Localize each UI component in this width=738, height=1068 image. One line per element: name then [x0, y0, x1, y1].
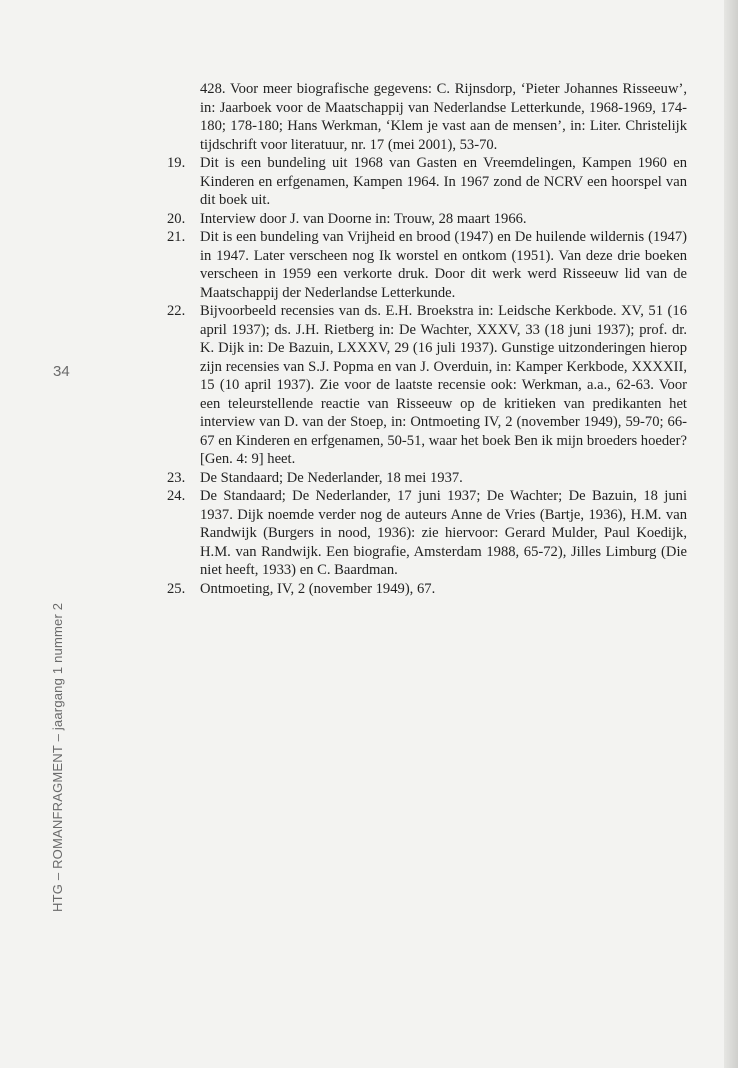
note-text: Interview door J. van Doorne in: Trouw, 28 maart 1966.: [200, 210, 527, 227]
note-number: 21.: [167, 229, 186, 245]
page-edge: [724, 0, 738, 1068]
note-number: 25.: [167, 580, 186, 597]
note-text: Dit is een bundeling van Vrijheid en brood (1947) en De huilende wildernis (1947) in 1947. Later verscheen nog Ik worstel en ontkom (1951). Van deze drie boeken verscheen in 1959 een verkorte druk. Door dit werk werd Risseeuw lid van de Maatschappij der Nederlandse Letterkunde.: [200, 229, 687, 301]
note-text: De Standaard; De Nederlander, 17 juni 1937; De Wachter; De Bazuin, 18 juni 1937. Dijk noemde verder nog de auteurs Anne de Vries (Bartje, 1936), H.M. van Randwijk (Burgers in nood, 1936): zie hiervoor: Gerard Mulder, Paul Koedijk, H.M. van Randwijk. Een biografie, Amsterdam 1988, 65-72), Jilles Limburg (Die niet heeft, 1933) en C. Baardman.: [200, 488, 687, 578]
endnote-23: [167, 469, 687, 488]
note-number: 20.: [167, 210, 186, 227]
endnotes: [167, 80, 687, 598]
note-text: Ontmoeting, IV, 2 (november 1949), 67.: [200, 580, 436, 597]
note-text: De Standaard; De Nederlander, 18 mei 1937.: [200, 469, 463, 486]
note-text: Dit is een bundeling uit 1968 van Gasten en Vreemdelingen, Kampen 1960 en Kinderen en erfgenamen, Kampen 1964. In 1967 zond de NCRV een hoorspel van dit boek uit.: [200, 155, 687, 208]
note-continuation: 428. Voor meer biografische gegevens: C. Rijnsdorp, ‘Pieter Johannes Risseeuw’, in: Jaarboek voor de Maatschappij van Nederlandse Letterkunde, 1968-1969, 174-180; 178-180; Hans Werkman, ‘Klem je vast aan de mensen’, in: Liter. Christelijk tijdschrift voor literatuur, nr. 17 (mei 2001), 53-70.: [200, 81, 687, 153]
endnote-22: [167, 302, 687, 469]
endnote-20: [167, 210, 687, 229]
note-number: 22.: [167, 303, 186, 319]
note-number: 24.: [167, 488, 186, 504]
endnote-19: [167, 154, 687, 210]
note-number: 19.: [167, 155, 186, 171]
endnote-24: [167, 487, 687, 580]
note-text: Bijvoorbeeld recensies van ds. E.H. Broekstra in: Leidsche Kerkbode. XV, 51 (16 april 1937); ds. J.H. Rietberg in: De Wachter, XXXV, 33 (18 juni 1937); prof. dr. K. Dijk in: De Bazuin, LXXXV, 29 (16 juli 1937). Gunstige uitzonderingen hierop zijn recensies van S.J. Popma en van J. Overduin, in: Kamper Kerkbode, XXXXII, 15 (10 april 1937). Zie voor de laatste recensie ook: Werkman, a.a., 62-63. Voor een teleurstellende reactie van Risseeuw op de kritieken van predikanten het interview van D. van der Stoep, in: Ontmoeting IV, 2 (november 1949), 59-70; 66-67 en Kinderen en erfgenamen, 50-51, waar het boek Ben ik mijn broeders hoeder? [Gen. 4: 9] heet.: [200, 303, 687, 467]
note-number: 23.: [167, 469, 186, 486]
page-number: 34: [53, 363, 70, 380]
endnote-21: [167, 228, 687, 302]
endnote-25: [167, 580, 687, 599]
running-head: HTG – ROMANFRAGMENT – jaargang 1 nummer 2: [50, 602, 65, 912]
